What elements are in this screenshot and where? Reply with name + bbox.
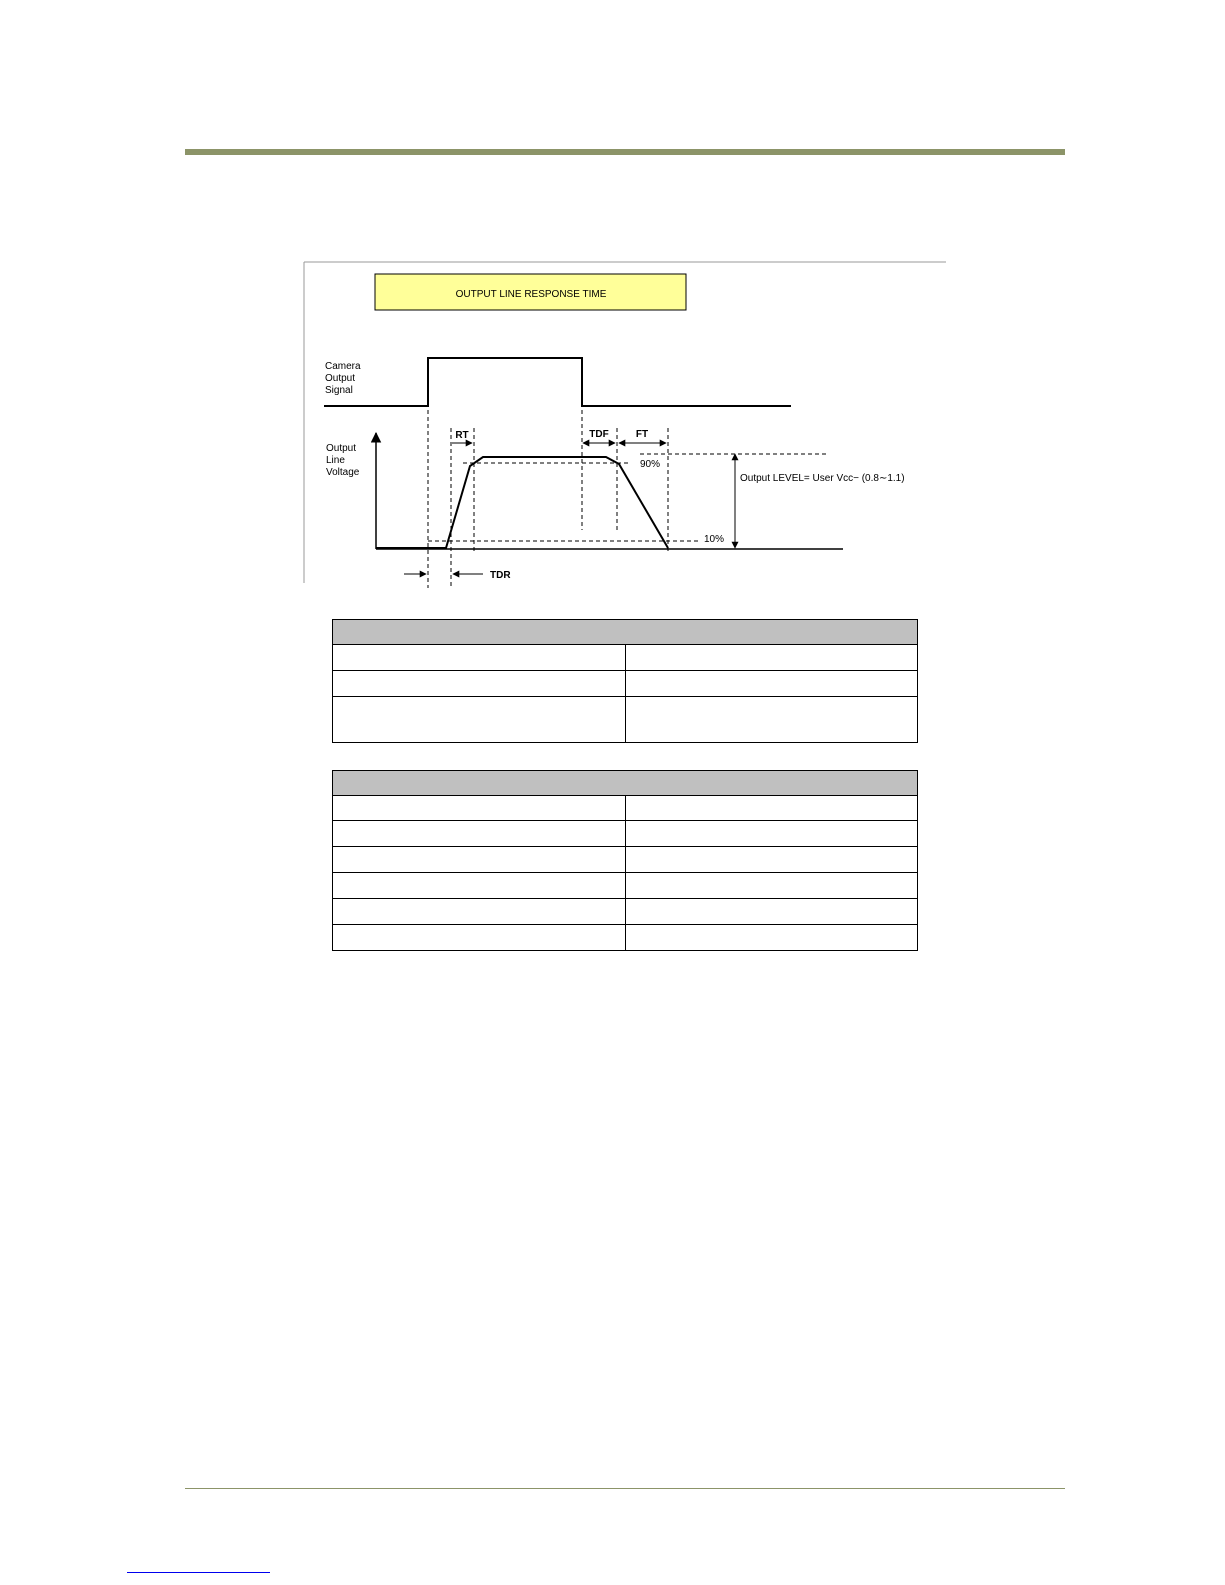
signal-label: Camera Output Signal — [325, 361, 361, 396]
table-row — [333, 873, 918, 899]
table-row — [333, 697, 918, 743]
tdf-label: TDF — [589, 429, 609, 440]
table-row — [333, 821, 918, 847]
footer-rule — [185, 1488, 1065, 1489]
table-row — [333, 925, 918, 951]
table-header — [333, 620, 918, 645]
pct90-label: 90% — [640, 459, 661, 470]
level-label: Output LEVEL= User Vcc− (0.8∼1.1) — [740, 473, 905, 484]
pct10-label: 10% — [704, 534, 725, 545]
tdr-label: TDR — [490, 570, 511, 581]
camera-signal-waveform — [324, 358, 791, 406]
spec-table-2 — [332, 770, 918, 951]
table-row — [333, 847, 918, 873]
guide-lines — [428, 410, 826, 588]
voltage-waveform — [376, 457, 668, 548]
diagram-title: OUTPUT LINE RESPONSE TIME — [455, 289, 607, 300]
table-row — [333, 899, 918, 925]
ft-label: FT — [635, 429, 649, 440]
footer-link-underline[interactable] — [127, 1572, 270, 1573]
spec-table-1 — [332, 619, 918, 743]
voltage-label: Output Line Voltage — [326, 443, 360, 478]
response-time-diagram — [0, 0, 1225, 600]
table-row — [333, 796, 918, 821]
table-row — [333, 645, 918, 671]
table-header — [333, 771, 918, 796]
rt-label: RT — [455, 430, 469, 441]
table-row — [333, 671, 918, 697]
